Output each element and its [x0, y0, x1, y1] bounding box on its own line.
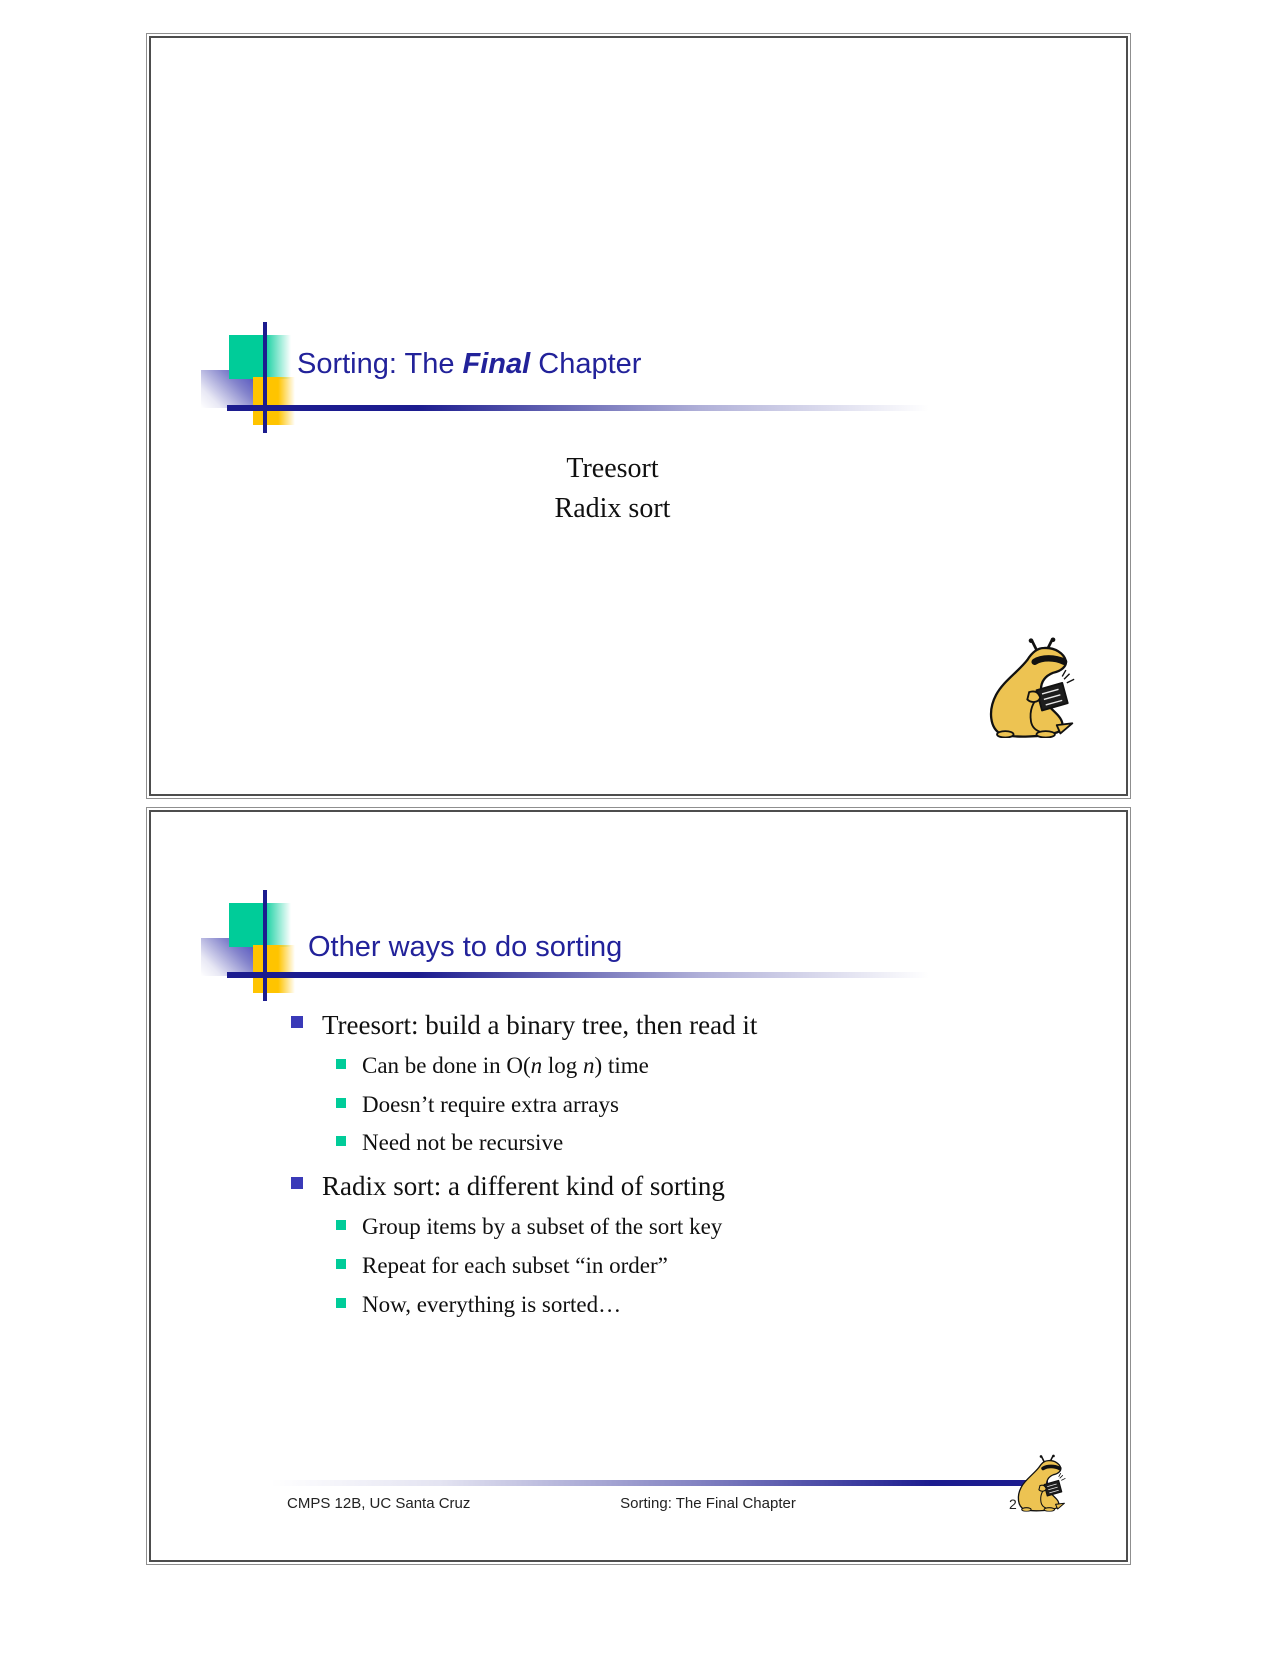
deco-yellow-square [253, 945, 295, 993]
banana-slug-mascot-icon [985, 637, 1077, 738]
bullet-text: Repeat for each subset “in order” [362, 1253, 668, 1278]
bullet-text: log [542, 1053, 584, 1078]
title-text-emphasis: Final [462, 348, 531, 380]
deco-teal-square [229, 335, 291, 379]
bullet-text: Group items by a subset of the sort key [362, 1214, 723, 1239]
title-text-pre: Sorting: The [297, 348, 463, 380]
deco-vertical-line [263, 890, 267, 1001]
bullet-square-icon [336, 1220, 346, 1230]
banana-slug-mascot-icon [1015, 1448, 1067, 1518]
slide-1 [146, 33, 1131, 799]
bullet-square-icon [336, 1098, 346, 1108]
bullet-text: Radix sort: a different kind of sorting [322, 1171, 725, 1201]
bullet-square-icon [336, 1298, 346, 1308]
bullet-text: Can be done in O( [362, 1053, 531, 1078]
slide-2 [146, 807, 1131, 1565]
slide-1-frame [149, 36, 1128, 796]
footer-page-number: 2 [1009, 1496, 1017, 1512]
title-underline-rule [227, 405, 990, 411]
title-text-post: Chapter [530, 348, 642, 380]
bullet-square-icon [336, 1059, 346, 1069]
deco-yellow-square [253, 377, 295, 425]
title-underline-rule [227, 972, 990, 978]
bullet-text-italic: n [530, 1053, 543, 1078]
deco-vertical-line [263, 322, 267, 433]
deco-teal-square [229, 903, 291, 947]
bullet-text: Need not be recursive [362, 1130, 564, 1155]
footer-deck-title: Sorting: The Final Chapter [620, 1495, 796, 1512]
bullet-text: Doesn’t require extra arrays [362, 1092, 619, 1117]
bullet-text: Now, everything is sorted… [362, 1292, 622, 1317]
bullet-text-italic: n [583, 1053, 595, 1078]
slide-2-frame [149, 810, 1128, 1562]
bullet-square-icon [336, 1136, 346, 1146]
bullet-square-icon [336, 1259, 346, 1269]
subtitle-line: Radix sort [554, 493, 671, 524]
slide-1-title [297, 347, 641, 381]
footer-rule [270, 1480, 1048, 1486]
bullet-square-icon [291, 1016, 303, 1028]
title-decoration [201, 322, 461, 452]
bullet-text: Treesort: build a binary tree, then read it [322, 1010, 758, 1040]
subtitle-line: Treesort [566, 453, 659, 484]
bullet-text: ) time [594, 1053, 649, 1078]
slide-2-title: Other ways to do sorting [308, 931, 623, 963]
footer-course-label: CMPS 12B, UC Santa Cruz [287, 1495, 471, 1512]
bullet-square-icon [291, 1177, 303, 1189]
